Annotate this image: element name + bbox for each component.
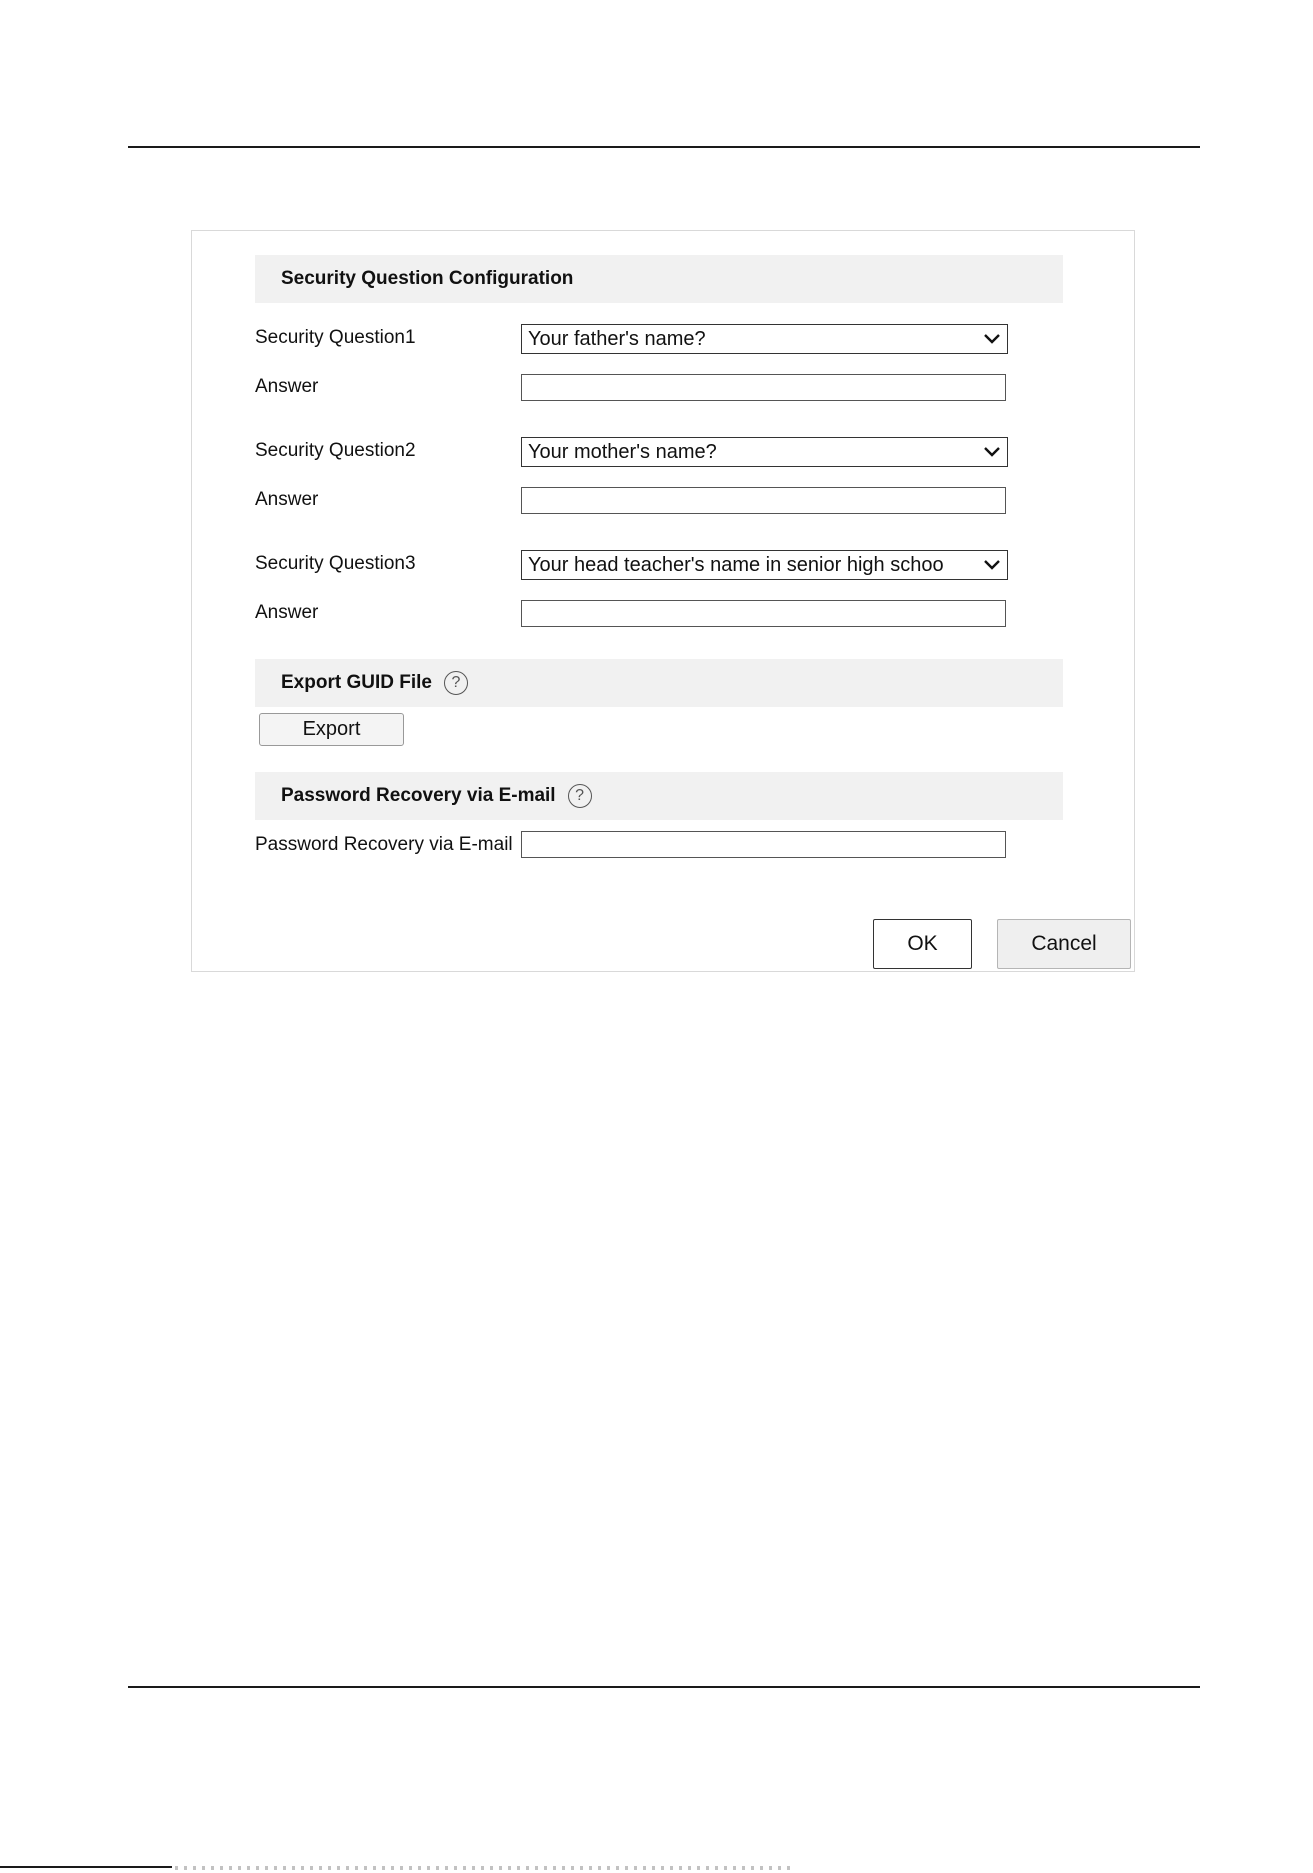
answer-3-label: Answer [255, 602, 319, 623]
security-question-1-select[interactable] [521, 324, 1008, 354]
footer-cropped-text [175, 1866, 795, 1870]
footer-left-rule [0, 1866, 172, 1868]
answer-2-input[interactable] [521, 487, 1006, 514]
security-question-3-select[interactable] [521, 550, 1008, 580]
email-recovery-title: Password Recovery via E-mail [281, 785, 556, 806]
security-question-2-value: Your mother's name? [528, 440, 717, 463]
security-question-3-label: Security Question3 [255, 553, 416, 574]
security-question-2-label: Security Question2 [255, 440, 416, 461]
security-question-3-value: Your head teacher's name in senior high schoo [528, 553, 944, 576]
security-question-1-label: Security Question1 [255, 327, 416, 348]
chevron-down-icon [981, 328, 1003, 350]
security-question-title: Security Question Configuration [281, 268, 574, 289]
email-recovery-input[interactable] [521, 831, 1006, 858]
answer-3-input[interactable] [521, 600, 1006, 627]
question-circle-icon[interactable]: ? [444, 671, 468, 695]
chevron-down-icon [981, 554, 1003, 576]
page-top-rule [128, 146, 1200, 148]
ok-button[interactable]: OK [873, 919, 972, 969]
security-question-1-value: Your father's name? [528, 327, 706, 350]
security-settings-panel [191, 230, 1135, 972]
answer-2-label: Answer [255, 489, 319, 510]
answer-1-input[interactable] [521, 374, 1006, 401]
chevron-down-icon [981, 441, 1003, 463]
security-question-header [255, 255, 1063, 303]
security-question-2-select[interactable] [521, 437, 1008, 467]
export-guid-title: Export GUID File [281, 672, 432, 693]
export-guid-header [255, 659, 1063, 707]
page-footer-edge [0, 1866, 1313, 1873]
cancel-button[interactable]: Cancel [997, 919, 1131, 969]
question-circle-icon[interactable]: ? [568, 784, 592, 808]
email-recovery-label: Password Recovery via E-mail [255, 834, 513, 855]
page-bottom-rule [128, 1686, 1200, 1688]
answer-1-label: Answer [255, 376, 319, 397]
email-recovery-header [255, 772, 1063, 820]
export-button[interactable]: Export [259, 713, 404, 746]
